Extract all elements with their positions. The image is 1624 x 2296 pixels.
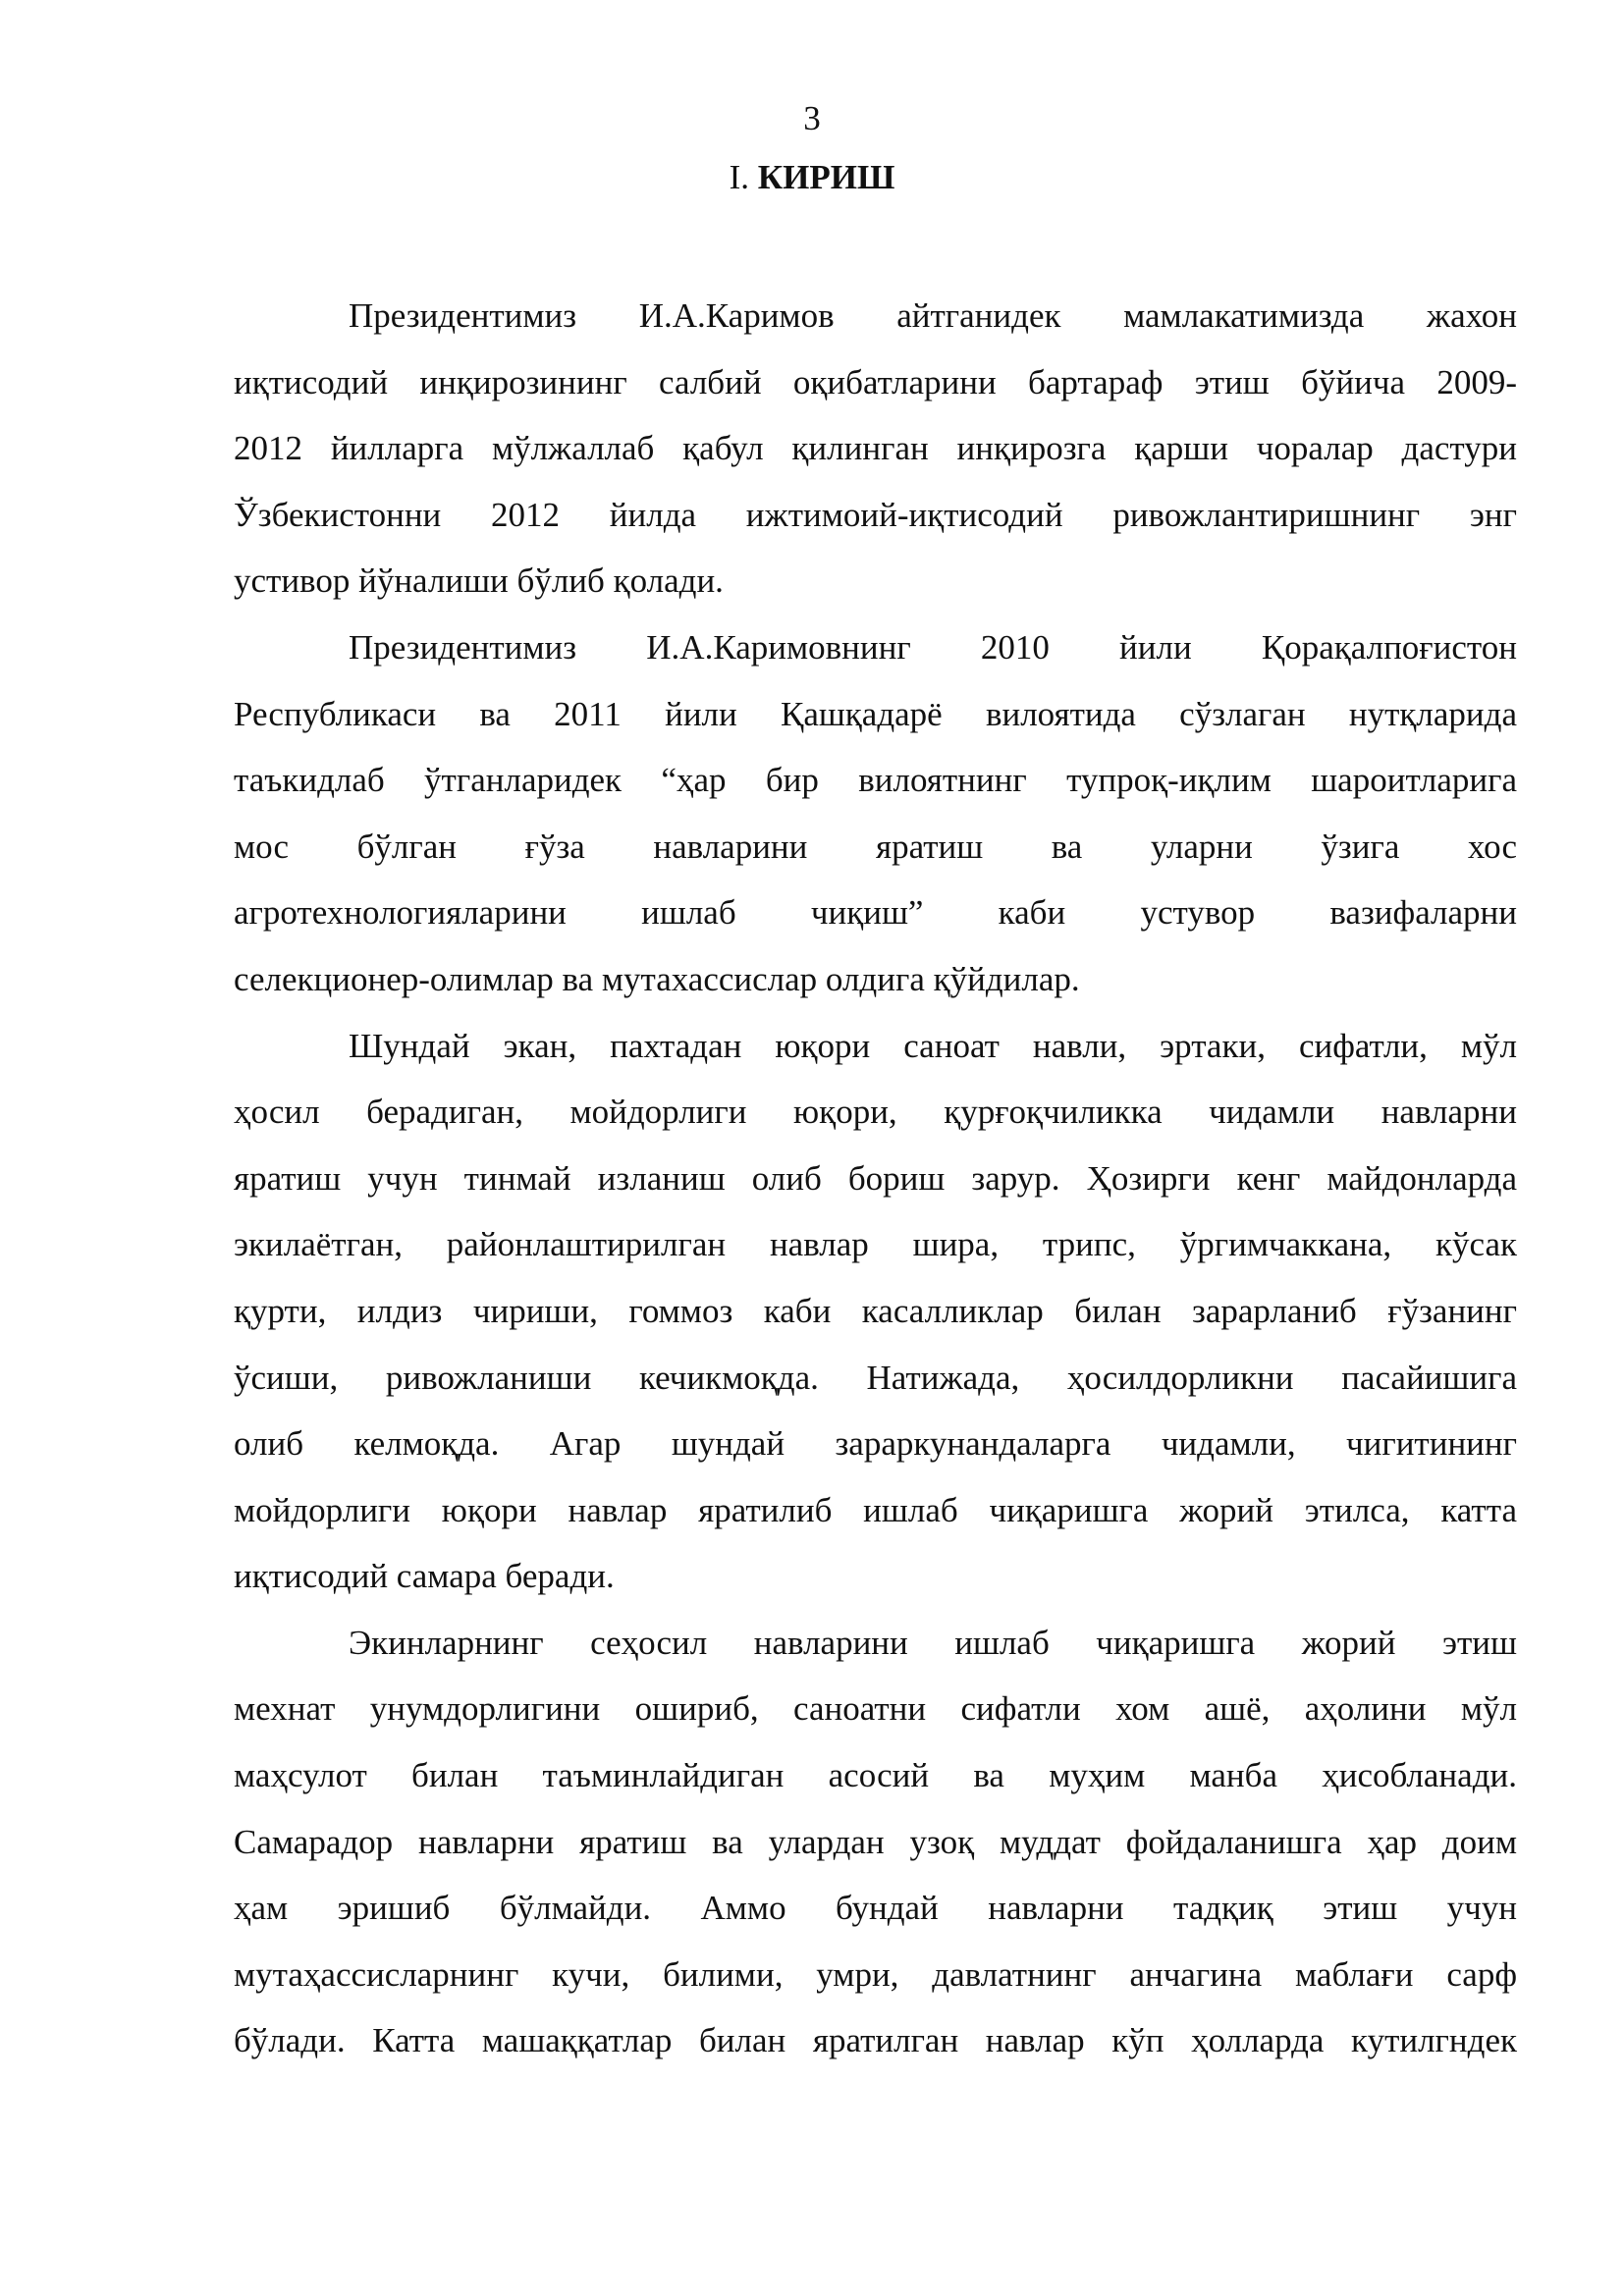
body-text (234, 283, 1517, 2074)
text-line: Шундай экан, пахтадан юқори саноат навли, эртаки, сифатли, мўл (349, 1026, 1517, 1065)
paragraph-3 (234, 1013, 1517, 1610)
text-line: таъкидлаб ўтганларидек “ҳар бир вилоятнинг тупроқ-иқлим шароитларига (234, 761, 1517, 800)
text-line: агротехнологияларини ишлаб чиқиш” каби устувор вазифаларни (234, 893, 1517, 933)
text-line: олиб келмоқда. Агар шундай зараркунандаларга чидамли, чигитининг (234, 1424, 1517, 1464)
text-line: Ўзбекистонни 2012 йилда ижтимоий-иқтисодий ривожлантиришнинг энг (234, 495, 1517, 534)
text-line: Республикаси ва 2011 йили Қашқадарё вилоятида сўзлаган нутқларида (234, 694, 1517, 733)
text-line: Самарадор навларни яратиш ва улардан узоқ муддат фойдаланишга ҳар доим (234, 1822, 1517, 1861)
text-line: ҳам эришиб бўлмайди. Аммо бундай навларни тадқиқ этиш учун (234, 1889, 1517, 1928)
text-line: мутаҳассисларнинг кучи, билими, умри, давлатнинг анчагина маблағи сарф (234, 1954, 1517, 1994)
text-line: мойдорлиги юқори навлар яратилиб ишлаб чиқаришга жорий этилса, катта (234, 1490, 1517, 1529)
text-line: Экинларнинг сеҳосил навларини ишлаб чиқаришга жорий этиш (349, 1623, 1517, 1662)
text-line: Президентимиз И.А.Каримов айтганидек мамлакатимизда жахон (349, 296, 1517, 335)
page-number: 3 (803, 99, 821, 137)
text-line: бўлади. Катта машаққатлар билан яратилган навлар кўп ҳолларда кутилгндек (234, 2021, 1517, 2060)
paragraph-1 (234, 283, 1517, 614)
text-line: экилаётган, районлаштирилган навлар шира, трипс, ўргимчаккана, кўсак (234, 1225, 1517, 1264)
text-line: ўсиши, ривожланиши кечикмоқда. Натижада, ҳосилдорликни пасайишига (234, 1358, 1517, 1397)
text-line: устивор йўналиши бўлиб қолади. (234, 561, 724, 601)
paragraph-4 (234, 1610, 1517, 2074)
text-line: қурти, илдиз чириши, гоммоз каби касалликлар билан зарарланиб ғўзанинг (234, 1291, 1517, 1330)
text-line: селекционер-олимлар ва мутахассислар олдига қўйдилар. (234, 959, 1080, 998)
text-line: иқтисодий самара беради. (234, 1557, 615, 1596)
text-line: иқтисодий инқирозининг салбий оқибатларини бартараф этиш бўйича 2009- (234, 362, 1517, 401)
heading-roman-numeral: I. (729, 158, 749, 196)
text-line: яратиш учун тинмай изланиш олиб бориш зарур. Ҳозирги кенг майдонларда (234, 1158, 1517, 1198)
text-line: мехнат унумдорлигини ошириб, саноатни сифатли хом ашё, аҳолини мўл (234, 1689, 1517, 1729)
text-line: 2012 йилларга мўлжаллаб қабул қилинган инқирозга қарши чоралар дастури (234, 429, 1517, 468)
paragraph-2 (234, 614, 1517, 1013)
text-line: маҳсулот билан таъминлайдиган асосий ва муҳим манба ҳисобланади. (234, 1756, 1517, 1795)
text-line: ҳосил берадиган, мойдорлиги юқори, қурғоқчиликка чидамли навларни (234, 1093, 1517, 1132)
text-line: мос бўлган ғўза навларини яратиш ва уларни ўзига хос (234, 827, 1517, 866)
heading-title: КИРИШ (757, 158, 895, 196)
text-line: Президентимиз И.А.Каримовнинг 2010 йили Қорақалпоғистон (349, 627, 1517, 667)
section-heading (0, 155, 1624, 200)
